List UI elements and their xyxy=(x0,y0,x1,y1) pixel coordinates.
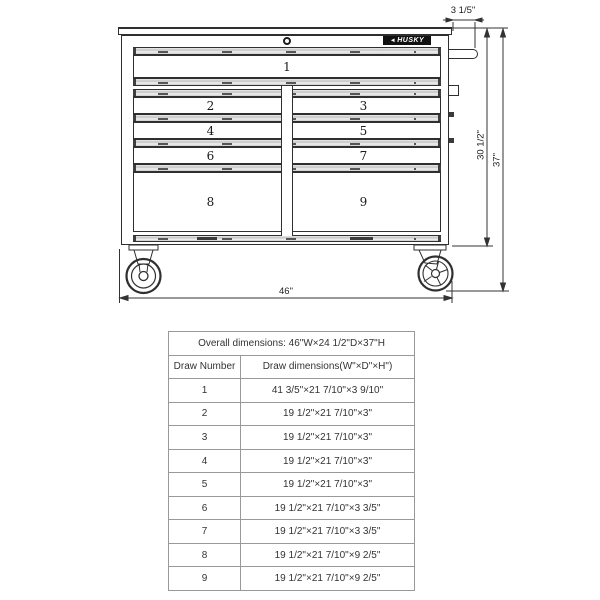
table-row xyxy=(169,425,414,449)
drawer-number-cell: 7 xyxy=(169,520,241,543)
drawer-number-cell: 8 xyxy=(169,544,241,567)
drawer-1-number: 1 xyxy=(283,59,291,74)
drawer-4-number: 4 xyxy=(206,123,215,138)
drawer-dims-cell: 19 1/2"×21 7/10"×3 3/5" xyxy=(274,502,381,514)
drawer-8-number: 8 xyxy=(206,195,215,209)
husky-arrow-icon: ◄ xyxy=(389,37,397,44)
table-row xyxy=(169,472,414,496)
drawer-dims-cell: 41 3/5"×21 7/10"×3 9/10" xyxy=(271,384,384,396)
dim-cabinet-height: 30 1/2" xyxy=(475,130,487,160)
dim-overall-width: 46" xyxy=(279,286,293,297)
drawer-7-number: 7 xyxy=(359,148,368,163)
dimensions-table xyxy=(168,331,415,591)
table-row xyxy=(169,519,414,543)
center-divider xyxy=(281,86,293,236)
table-header-row xyxy=(169,355,414,379)
table-row xyxy=(169,566,414,590)
dim-overall-height: 37" xyxy=(491,153,503,167)
right-caster-icon xyxy=(414,245,453,291)
drawer-9-number: 9 xyxy=(359,195,368,209)
overall-dimensions-text: Overall dimensions: 46"W×24 1/2"D×37"H xyxy=(198,337,385,349)
drawer-2-number: 2 xyxy=(206,98,215,113)
drawer-number-cell: 1 xyxy=(169,379,241,402)
left-caster-icon xyxy=(127,245,161,293)
table-row xyxy=(169,543,414,567)
drawer-dims-cell: 19 1/2"×21 7/10"×3" xyxy=(282,408,373,420)
col-header-dims: Draw dimensions(W"×D"×H") xyxy=(262,361,393,373)
drawer-dims-cell: 19 1/2"×21 7/10"×3 3/5" xyxy=(274,526,381,538)
drawer-number-cell: 3 xyxy=(169,426,241,449)
col-header-number: Draw Number xyxy=(169,356,241,379)
drawer-number-cell: 2 xyxy=(169,403,241,426)
dimension-lines xyxy=(120,18,510,303)
drawer-dims-cell: 19 1/2"×21 7/10"×3" xyxy=(282,479,373,491)
table-row xyxy=(169,402,414,426)
drawer-number-cell: 9 xyxy=(169,567,241,590)
drawer-6-number: 6 xyxy=(206,148,215,163)
drawer-dims-cell: 19 1/2"×21 7/10"×9 2/5" xyxy=(274,573,381,585)
drawer-number-cell: 4 xyxy=(169,450,241,473)
table-overall-row xyxy=(169,332,414,355)
table-row xyxy=(169,378,414,402)
drawer-3-number: 3 xyxy=(359,98,368,113)
drawer-number-cell: 6 xyxy=(169,497,241,520)
drawer-dims-cell: 19 1/2"×21 7/10"×3" xyxy=(282,431,373,443)
husky-logo-text: HUSKY xyxy=(397,37,425,44)
dim-handle-depth: 3 1/5" xyxy=(450,5,476,16)
drawer-number-cell: 5 xyxy=(169,473,241,496)
drawer-dims-cell: 19 1/2"×21 7/10"×9 2/5" xyxy=(274,549,381,561)
drawer-5-number: 5 xyxy=(359,123,368,138)
table-row xyxy=(169,496,414,520)
table-row xyxy=(169,449,414,473)
drawer-dims-cell: 19 1/2"×21 7/10"×3" xyxy=(282,455,373,467)
